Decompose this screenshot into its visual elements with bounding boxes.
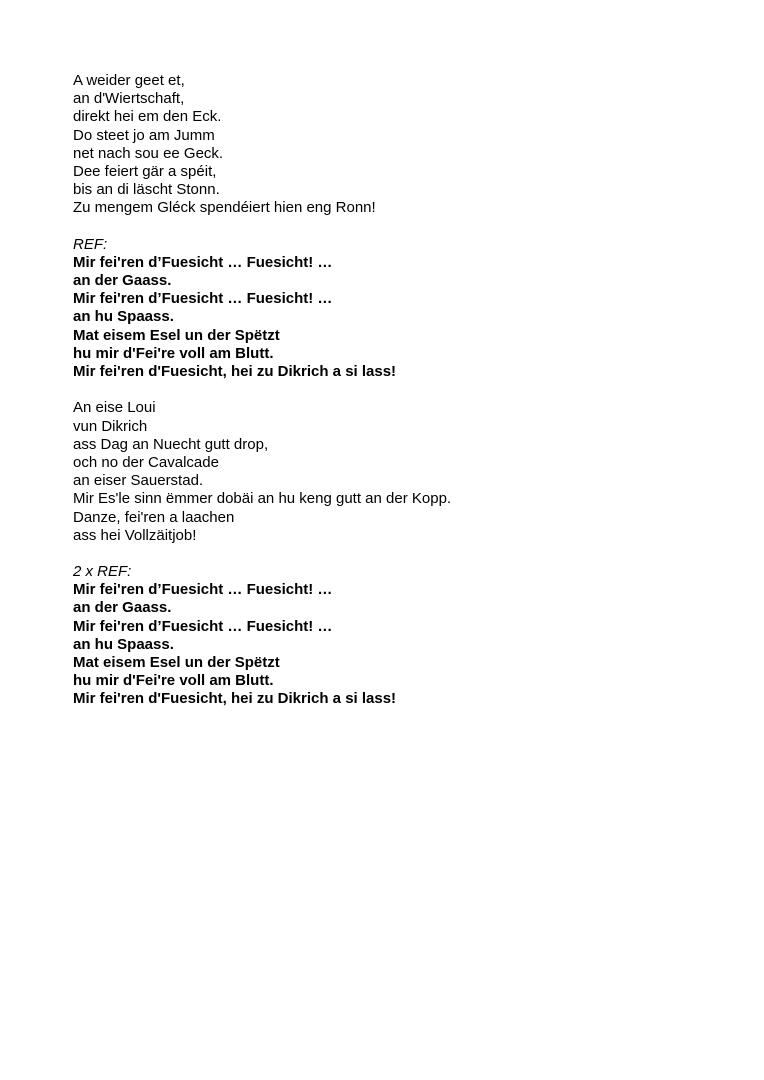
refrain-line: Mir fei'ren d'Fuesicht, hei zu Dikrich a si lass!: [73, 363, 397, 380]
verse-line: An eise Loui: [73, 399, 156, 417]
verse-2: [73, 399, 451, 545]
refrain-line: an hu Spaass.: [73, 308, 174, 326]
verse-line: Do steet jo am Jumm: [73, 126, 215, 144]
verse-line: Dee feiert gär a spéit,: [73, 162, 217, 180]
verse-line: an d'Wiertschaft,: [73, 90, 185, 108]
refrain-1: [73, 236, 451, 382]
refrain-line: hu mir d'Fei're voll am Blutt.: [73, 672, 274, 690]
refrain-label: REF:: [73, 235, 108, 253]
verse-line: A weider geet et,: [73, 72, 185, 89]
verse-line: Mir Es'le sinn ëmmer dobäi an hu keng gutt an der Kopp.: [73, 490, 452, 508]
verse-line: Danze, fei'ren a laachen: [73, 508, 235, 526]
verse-1: [73, 72, 451, 218]
refrain-label: 2 x REF:: [73, 563, 132, 581]
refrain-lines: [73, 581, 451, 708]
refrain-line: Mat eisem Esel un der Spëtzt: [73, 326, 280, 344]
verse-line: vun Dikrich: [73, 417, 148, 435]
refrain-line: Mir fei'ren d’Fuesicht … Fuesicht! …: [73, 290, 333, 308]
song-lyrics: [73, 72, 451, 727]
refrain-line: hu mir d'Fei're voll am Blutt.: [73, 344, 274, 362]
refrain-line: an der Gaass.: [73, 599, 172, 617]
verse-line: ass Dag an Nuecht gutt drop,: [73, 435, 269, 453]
refrain-line: an der Gaass.: [73, 272, 172, 290]
verse-line: bis an di läscht Stonn.: [73, 181, 220, 199]
refrain-line: an hu Spaass.: [73, 635, 174, 653]
verse-line: ass hei Vollzäitjob!: [73, 526, 197, 544]
refrain-2: [73, 563, 451, 709]
verse-line: an eiser Sauerstad.: [73, 472, 204, 490]
verse-line: direkt hei em den Eck.: [73, 108, 222, 126]
refrain-lines: [73, 254, 451, 381]
refrain-line: Mir fei'ren d’Fuesicht … Fuesicht! …: [73, 581, 333, 599]
refrain-line: Mir fei'ren d’Fuesicht … Fuesicht! …: [73, 617, 333, 635]
refrain-line: Mir fei'ren d’Fuesicht … Fuesicht! …: [73, 253, 333, 271]
refrain-line: Mir fei'ren d'Fuesicht, hei zu Dikrich a si lass!: [73, 690, 397, 708]
verse-line: Zu mengem Gléck spendéiert hien eng Ronn!: [73, 199, 376, 217]
verse-line: och no der Cavalcade: [73, 453, 219, 471]
refrain-line: Mat eisem Esel un der Spëtzt: [73, 654, 280, 671]
verse-line: net nach sou ee Geck.: [73, 144, 224, 162]
